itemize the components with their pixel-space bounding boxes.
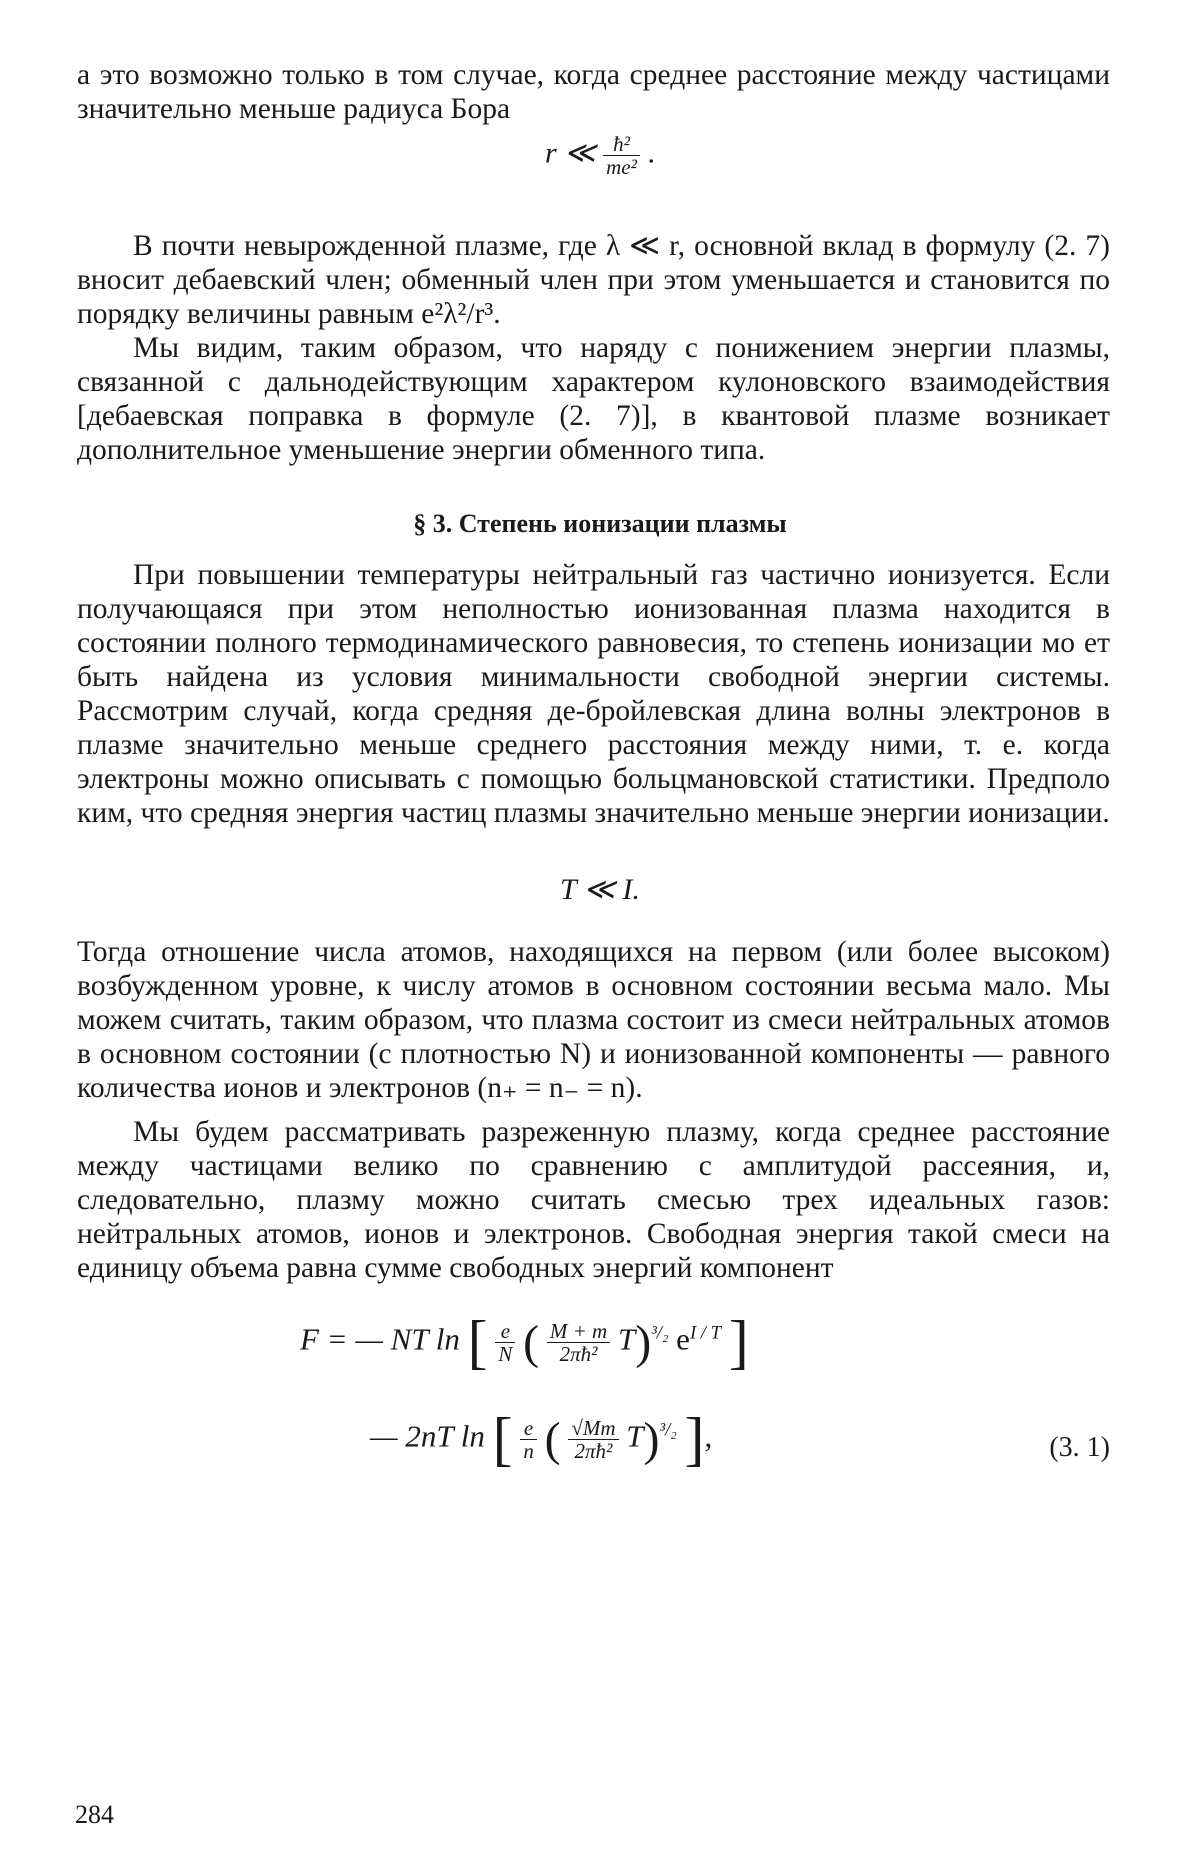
right-paren: ) xyxy=(643,1413,660,1466)
paragraph-6-text: Мы будем рассматривать разреженную плазму, когда среднее расстояние между частицами велико по сравнению с амплитудой рассеяния, и, следовательно, плазму можно считать смесью трех идеальных газов: нейтральных атомов, ионов и электронов. Свободная энергия такой смеси на единицу объема равна сумме свободных энергий компонент xyxy=(77,1116,1110,1284)
fraction-denominator: me² xyxy=(606,155,637,179)
fraction-mass-over-h xyxy=(547,1320,610,1365)
fraction-sqrt-mass-over-h xyxy=(568,1417,618,1462)
bohr-fraction xyxy=(603,133,640,178)
right-bracket: ] xyxy=(728,1309,749,1375)
left-paren: ( xyxy=(544,1413,561,1466)
exponent: I / T xyxy=(689,1322,721,1344)
denominator: N xyxy=(498,1342,513,1366)
right-bracket: ] xyxy=(684,1406,705,1472)
denominator: 2πħ² xyxy=(574,1439,613,1463)
left-bracket: [ xyxy=(467,1309,488,1375)
denominator: 2πħ² xyxy=(559,1342,598,1366)
equation-number: (3. 1) xyxy=(1049,1432,1110,1463)
power-three-halves: ³/₂ xyxy=(659,1419,677,1441)
formula-lhs: r ≪ xyxy=(545,136,596,170)
formula-end: . xyxy=(647,136,655,170)
paragraph-4-text: При повышении температуры нейтральный газ частично ионизуется. Если получающаяся при этом неполностью ионизованная плазма находится в состоянии полного термодинамического равновесия, то степень ионизации мо ет быть найдена из условия минимальности свободной энергии системы. Рассмотрим случай, когда средняя де-бройлевская длина волны электронов в плазме значительно меньше среднего расстояния между ними, т. е. когда электроны можно описывать с помощью больцмановской статистики. Предполо ким, что средняя энергия частиц плазмы значительно меньше энергии ионизации. xyxy=(77,559,1110,829)
fraction-e-over-n xyxy=(520,1417,537,1462)
fraction-e-over-N xyxy=(495,1320,515,1365)
numerator: M + m xyxy=(547,1320,610,1343)
paragraph-5-text: Тогда отношение числа атомов, находящихся на первом (или более высоком) возбужденном уровне, к числу атомов в основном состоянии весьма мало. Мы можем считать, таким образом, что плазма состоит из смеси нейтральных атомов в основном состоянии (с плотностью N) и ионизованной компоненты — равного количества ионов и электронов (n₊ = n₋ = n). xyxy=(77,936,1110,1104)
eq-lhs: F = — NT ln xyxy=(300,1321,460,1357)
power-three-halves: ³/₂ xyxy=(651,1322,669,1344)
numerator: e xyxy=(495,1320,515,1343)
eq-line2-lhs: — 2nT ln xyxy=(370,1418,485,1454)
temperature-condition: T ≪ I. xyxy=(559,873,641,906)
left-paren: ( xyxy=(523,1316,540,1369)
paragraph-3 xyxy=(77,331,1110,467)
paragraph-2 xyxy=(77,229,1110,331)
left-bracket: [ xyxy=(492,1406,513,1472)
section-heading: § 3. Степень ионизации плазмы xyxy=(413,509,787,538)
paragraph-5 xyxy=(77,935,1110,1105)
numerator: e xyxy=(520,1417,537,1440)
page-number: 284 xyxy=(75,1800,114,1829)
denominator: n xyxy=(523,1439,534,1463)
exponential: e xyxy=(676,1321,690,1357)
temperature-symbol: T xyxy=(617,1321,636,1357)
paragraph-1 xyxy=(77,58,1110,126)
bohr-radius-formula xyxy=(0,133,1200,178)
paragraph-4 xyxy=(77,558,1110,830)
paragraph-3-text: Мы видим, таким образом, что наряду с понижением энергии плазмы, связанной с дальнодействующим характером кулоновского взаимодействия [дебаевская поправка в формуле (2. 7)], в квантовой плазме возникает дополнительное уменьшение энергии обменного типа. xyxy=(77,332,1110,466)
free-energy-equation-line-2 xyxy=(370,1405,712,1474)
numerator: √Mm xyxy=(568,1417,618,1440)
paragraph-1-text: а это возможно только в том случае, когда среднее расстояние между частицами значительно меньше радиуса Бора xyxy=(77,59,1110,125)
paragraph-6 xyxy=(77,1115,1110,1285)
eq-end-comma: , xyxy=(704,1418,713,1454)
paragraph-2-text: В почти невырожденной плазме, где λ ≪ r, основной вклад в формулу (2. 7) вносит дебаевский член; обменный член при этом уменьшается и становится по порядку величины равным e²λ²/r³. xyxy=(77,230,1110,330)
free-energy-equation-line-1 xyxy=(300,1308,749,1377)
fraction-numerator: ħ² xyxy=(603,133,640,156)
temperature-symbol: T xyxy=(626,1418,644,1454)
right-paren: ) xyxy=(635,1316,652,1369)
